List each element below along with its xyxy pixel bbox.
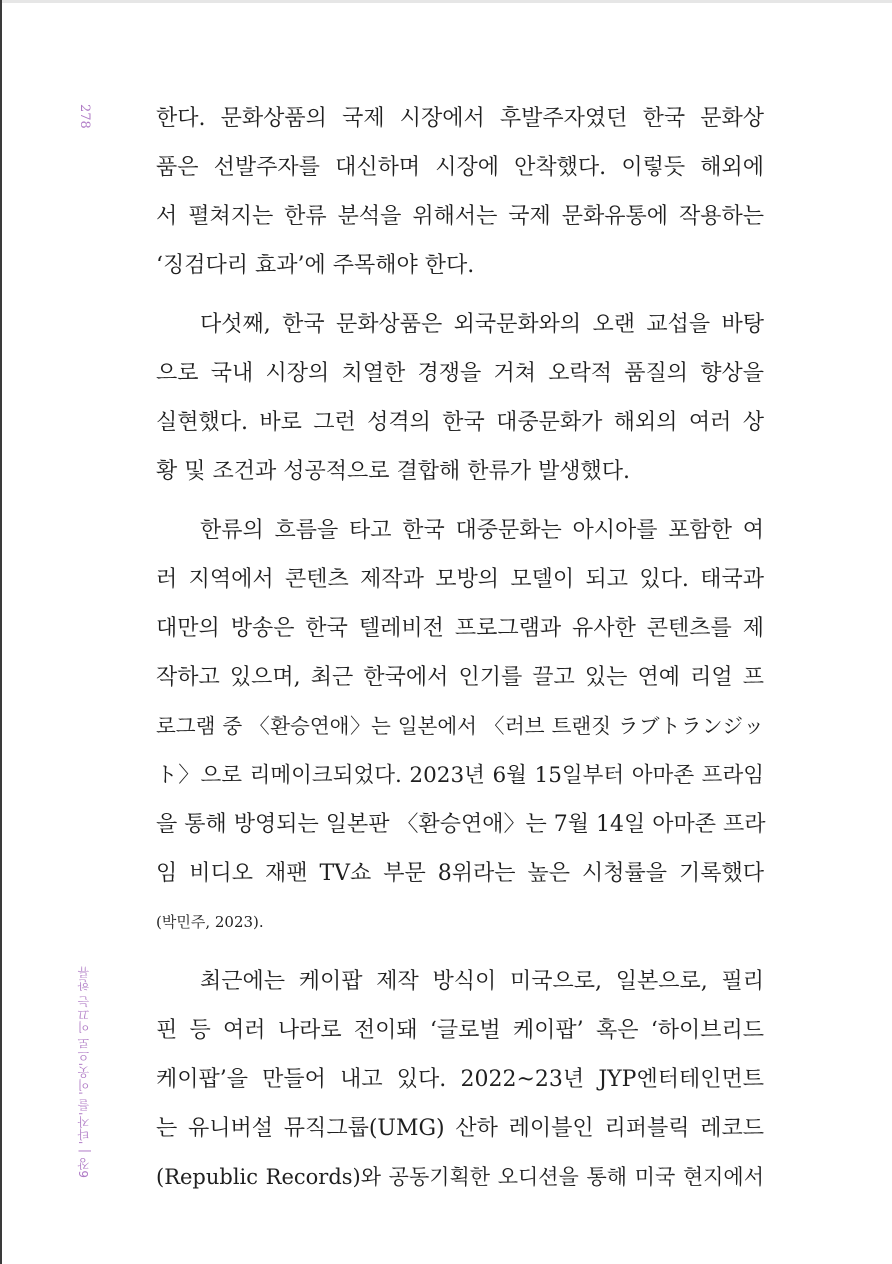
page-top-edge xyxy=(0,0,892,3)
running-head: 6장 | '타자'를 '이웃'으로 이끄는 한류 xyxy=(77,966,91,1178)
text-line: 을 통해 방영되는 일본판 〈환승연애〉는 7월 14일 아마존 프라 xyxy=(156,812,766,837)
text-line: (Republic Records)와 공동기획한 오디션을 통해 미국 현지에서 xyxy=(156,1165,764,1189)
text-line: 품은 선발주자를 대신하며 시장에 안착했다. 이렇듯 해외에 xyxy=(156,155,764,180)
text-line: 러 지역에서 콘텐츠 제작과 모방의 모델이 되고 있다. 태국과 xyxy=(156,567,764,592)
text-line: 작하고 있으며, 최근 한국에서 인기를 끌고 있는 연예 리얼 프 xyxy=(156,665,764,690)
text-line: 한류의 흐름을 타고 한국 대중문화는 아시아를 포함한 여 xyxy=(200,518,764,543)
text-line: 임 비디오 재팬 TV쇼 부문 8위라는 높은 시청률을 기록했다 xyxy=(156,861,764,886)
text-line: 다섯째, 한국 문화상품은 외국문화와의 오랜 교섭을 바탕 xyxy=(200,312,764,337)
text-line: 최근에는 케이팝 제작 방식이 미국으로, 일본으로, 필리 xyxy=(200,969,764,994)
page-left-border xyxy=(0,0,2,1264)
text-line: 황 및 조건과 성공적으로 결합해 한류가 발생했다. xyxy=(156,459,630,484)
page-number: 278 xyxy=(77,104,92,129)
text-line: 으로 국내 시장의 치열한 경쟁을 거쳐 오락적 품질의 향상을 xyxy=(156,361,764,386)
text-line: ‘징검다리 효과’에 주목해야 한다. xyxy=(156,253,475,278)
text-line: 한다. 문화상품의 국제 시장에서 후발주자였던 한국 문화상 xyxy=(156,106,764,131)
text-line: 는 유니버설 뮤직그룹(UMG) 산하 레이블인 리퍼블릭 레코드 xyxy=(156,1116,764,1141)
text-line: ト〉으로 리메이크되었다. 2023년 6월 15일부터 아마존 프라임 xyxy=(156,763,764,788)
text-line: 실현했다. 바로 그런 성격의 한국 대중문화가 해외의 여러 상 xyxy=(156,410,764,435)
text-line: 서 펼쳐지는 한류 분석을 위해서는 국제 문화유통에 작용하는 xyxy=(156,204,764,229)
citation: (박민주, 2023). xyxy=(156,913,264,931)
text-line: 로그램 중 〈환승연애〉는 일본에서 〈러브 트랜짓 ラブトランジッ xyxy=(156,714,764,738)
text-line: 핀 등 여러 나라로 전이돼 ‘글로벌 케이팝’ 혹은 ‘하이브리드 xyxy=(156,1018,764,1043)
body-text xyxy=(156,94,764,1202)
text-line: 대만의 방송은 한국 텔레비전 프로그램과 유사한 콘텐츠를 제 xyxy=(156,616,764,641)
text-line: 케이팝’을 만들어 내고 있다. 2022~23년 JYP엔터테인먼트 xyxy=(156,1067,764,1092)
